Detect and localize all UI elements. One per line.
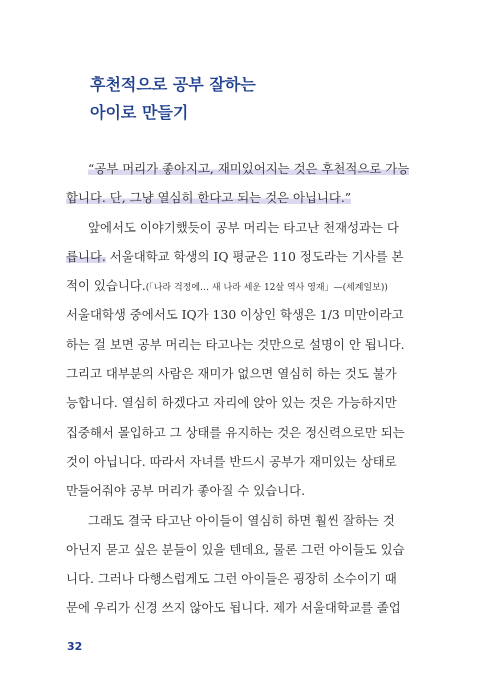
body-line	[66, 242, 432, 271]
body-line: 하는 걸 보면 공부 머리는 타고나는 것만으로 설명이 안 됩니다.	[66, 336, 405, 352]
body-line-text: 서울대학교 학생의 IQ 평균은 110 정도라는 기사를 본	[105, 248, 404, 264]
body-line: 앞에서도 이야기했듯이 공부 머리는 타고난 천재성과는 다	[88, 219, 399, 235]
body-line: 만들어줘야 공부 머리가 좋아질 수 있습니다.	[66, 483, 306, 499]
body-line: 그리고 대부분의 사람은 재미가 없으면 열심히 하는 것도 불가	[66, 366, 397, 382]
section-heading-line-2: 아이로 만들기	[90, 103, 189, 122]
section-heading	[90, 71, 256, 127]
highlighted-quote: “공부 머리가 좋아지고, 재미있어지는 것은 후천적으로 가능	[88, 161, 410, 176]
body-line: 서울대학생 중에서도 IQ가 130 이상인 학생은 1/3 미만이라고	[66, 307, 404, 323]
body-line	[66, 271, 432, 300]
highlighted-quote: 합니다. 단, 그냥 열심히 한다고 되는 것은 아닙니다.”	[66, 190, 352, 206]
body-text	[66, 154, 432, 623]
quote-line	[66, 183, 432, 212]
quote-line	[66, 154, 432, 183]
body-line-text: 적이 있습니다.	[66, 278, 146, 294]
body-line: 능합니다. 열심히 하겠다고 자리에 앉아 있는 것은 가능하지만	[66, 395, 397, 411]
body-line: 것이 아닙니다. 따라서 자녀를 반드시 공부가 재미있는 상태로	[66, 453, 397, 469]
section-heading-line-1: 후천적으로 공부 잘하는	[90, 75, 256, 94]
body-line: 아닌지 묻고 싶은 분들이 있을 텐데요, 물론 그런 아이들도 있습	[66, 541, 405, 557]
page-number: 32	[67, 640, 83, 653]
body-line: 니다. 그러나 다행스럽게도 그런 아이들은 굉장히 소수이기 때	[66, 571, 397, 587]
body-line: 집중해서 몰입하고 그 상태를 유지하는 것은 정신력으로만 되는	[66, 424, 405, 440]
body-line: 그래도 결국 타고난 아이들이 열심히 하면 훨씬 잘하는 것	[88, 512, 395, 528]
body-line: 문에 우리가 신경 쓰지 않아도 됩니다. 제가 서울대학교를 졸업	[66, 600, 401, 616]
citation: (「나라 걱정에… 새 나라 세운 12살 역사 영재」—(세계일보))	[145, 283, 388, 294]
highlighted-phrase: 릅니다.	[66, 248, 106, 264]
